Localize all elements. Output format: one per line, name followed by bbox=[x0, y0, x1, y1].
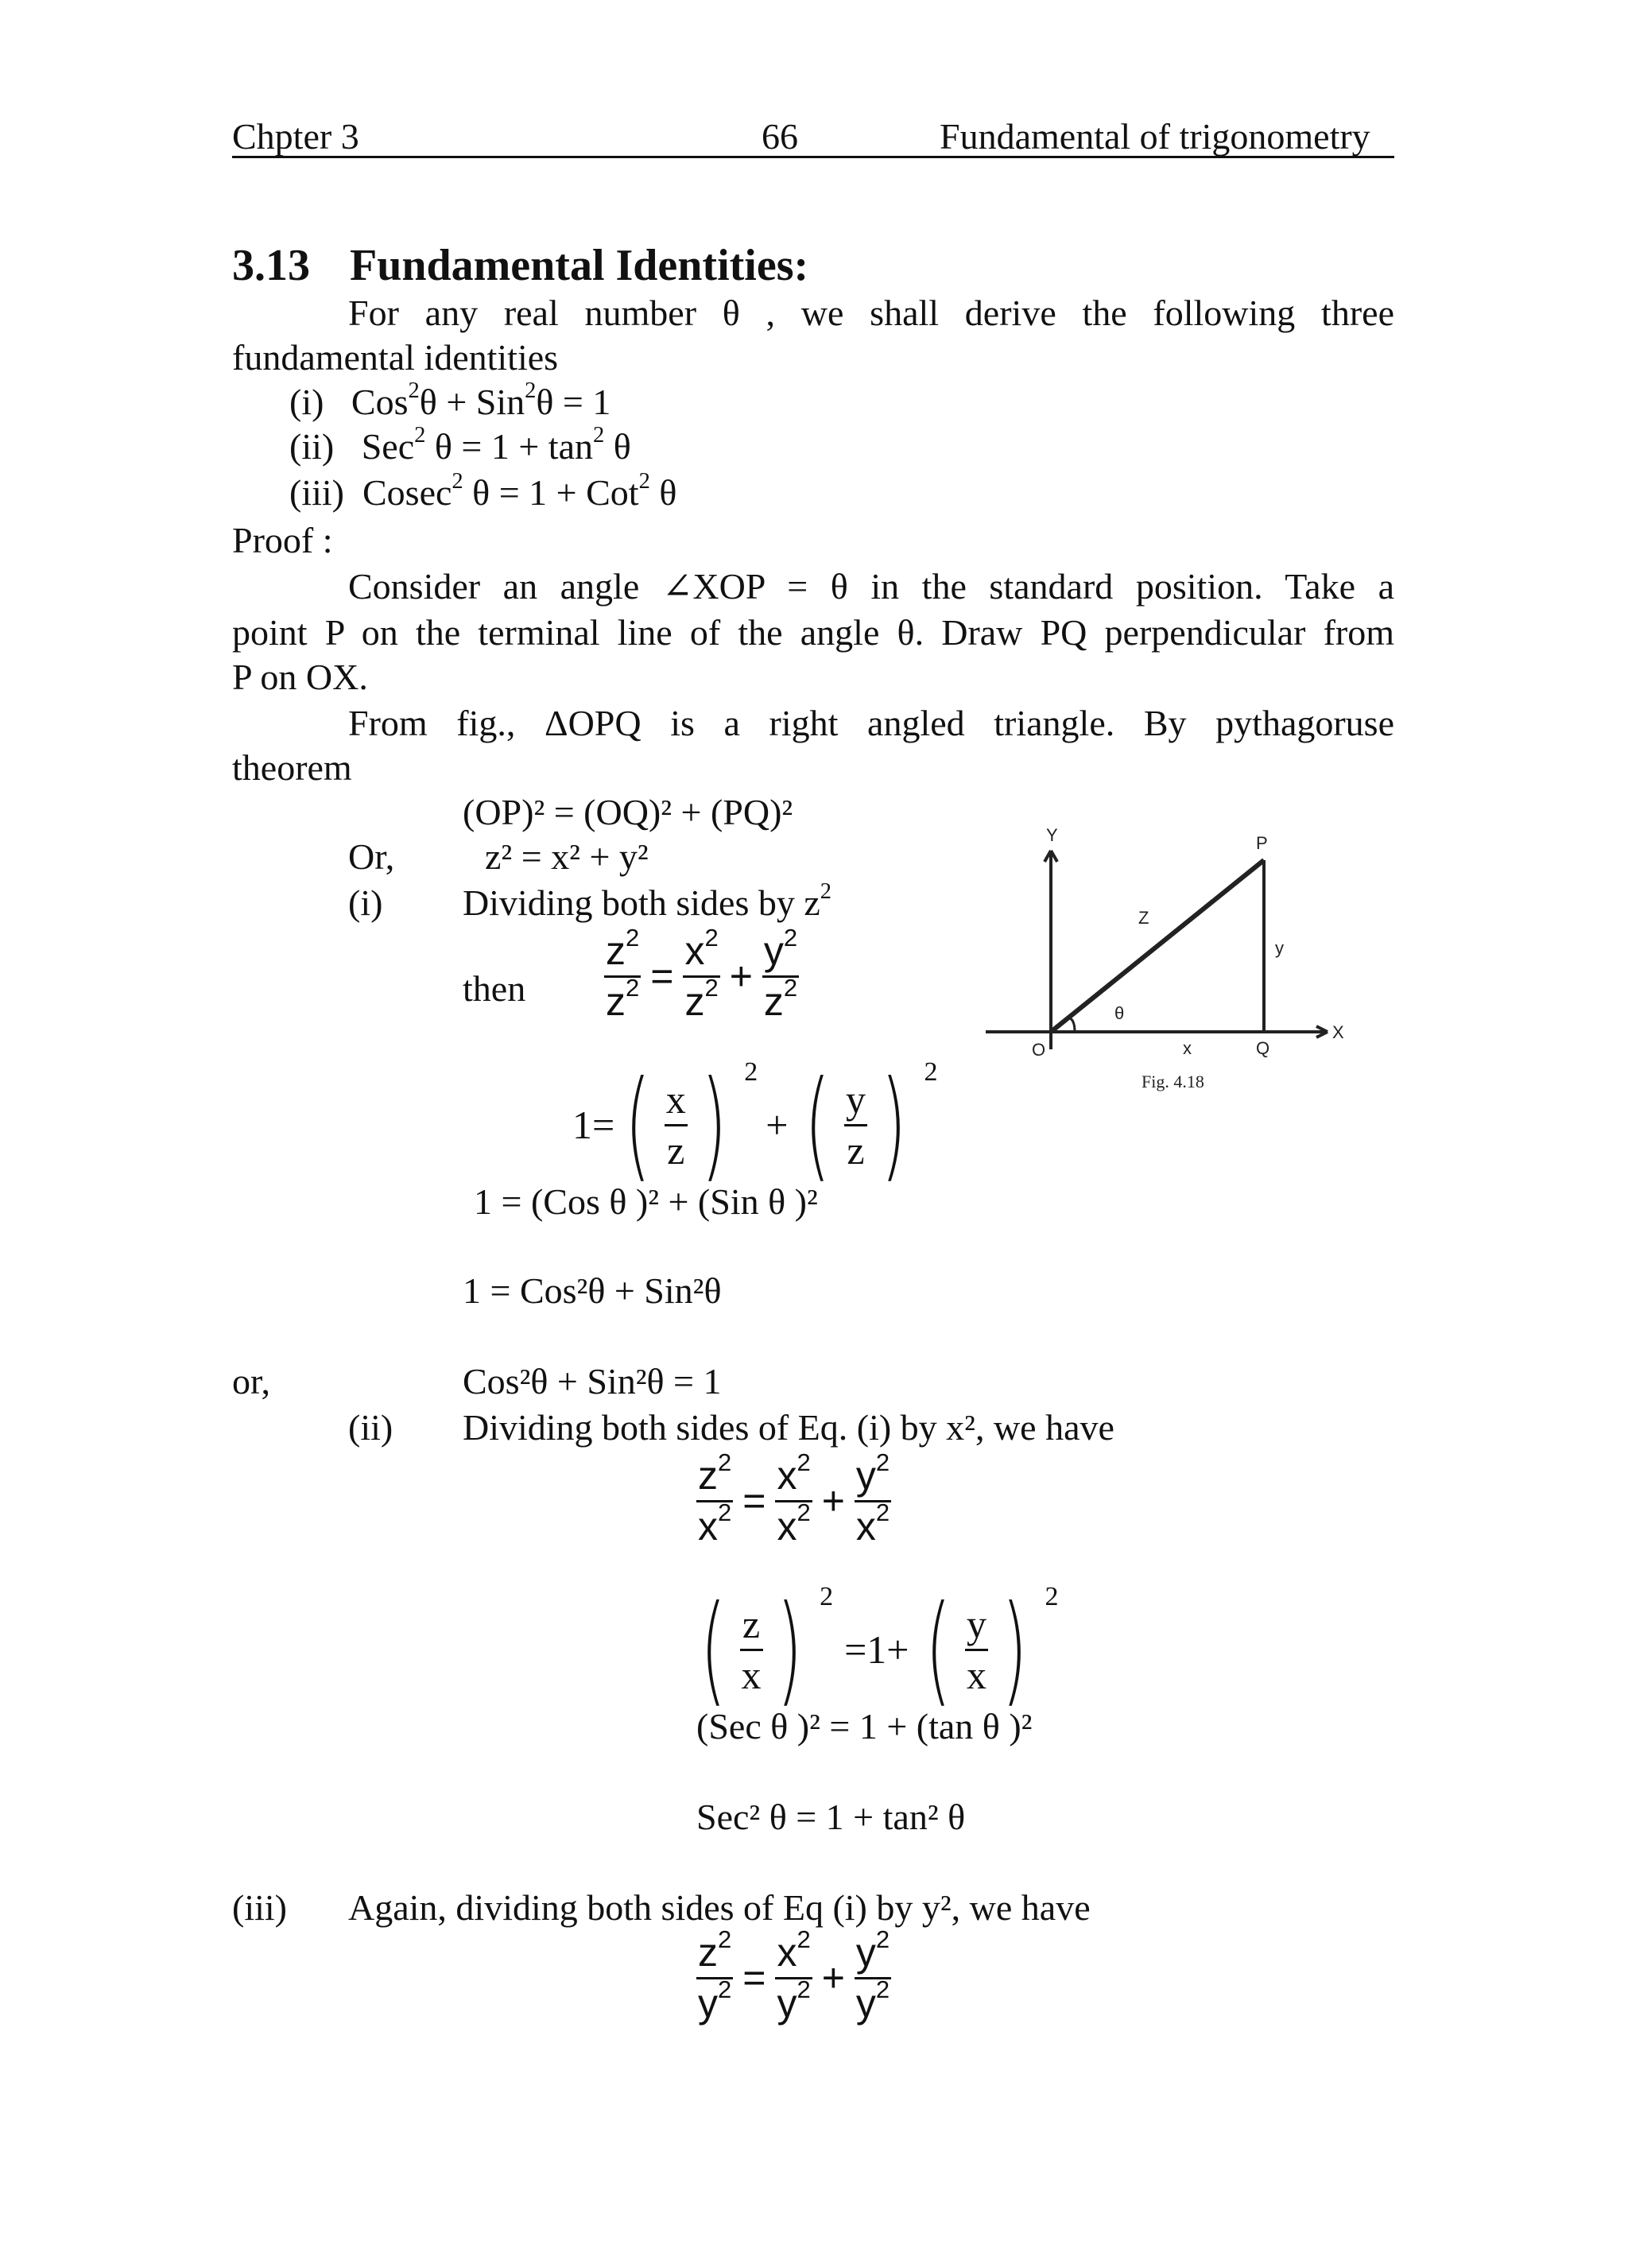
frac-den-exp: 2 bbox=[626, 974, 640, 1002]
plus-sign: + bbox=[821, 1956, 845, 2000]
frac-den-var: z bbox=[684, 979, 705, 1024]
step-i-text bbox=[463, 878, 832, 925]
frac-num: y bbox=[967, 1602, 986, 1646]
frac-den-var: y bbox=[777, 1980, 797, 2026]
frac-num-exp: 2 bbox=[797, 1448, 811, 1476]
frac-den-var: z bbox=[606, 979, 626, 1024]
fig-label-x-axis: X bbox=[1332, 1022, 1344, 1042]
frac-den: x bbox=[741, 1652, 762, 1697]
frac-den-exp: 2 bbox=[875, 1498, 890, 1527]
frac-num-var: x bbox=[777, 1453, 797, 1498]
identity-2 bbox=[289, 422, 631, 468]
frac-num-var: x bbox=[777, 1930, 797, 1975]
fig-label-x: x bbox=[1183, 1038, 1192, 1058]
proof-para-2-line-2: theorem bbox=[232, 747, 352, 788]
paren-equation-2 bbox=[690, 1580, 1059, 1719]
fig-label-z: Z bbox=[1138, 908, 1149, 928]
or-label-2: or, bbox=[232, 1361, 270, 1402]
frac-num-var: y bbox=[855, 1930, 876, 1975]
frac-num-exp: 2 bbox=[626, 923, 640, 952]
identity-3-exp-1: 2 bbox=[452, 468, 463, 494]
cos-sin-paren-equation: 1 = (Cos θ )² + (Sin θ )² bbox=[474, 1181, 818, 1222]
paren-equation-1 bbox=[572, 1056, 938, 1194]
frac-den-var: x bbox=[855, 1503, 876, 1549]
fraction-equation-3 bbox=[693, 1925, 894, 2026]
proof-para-2-line-1: From fig., ΔOPQ is a right angled triangle. By pythagoruse bbox=[348, 703, 1394, 743]
identity-1-exp-1: 2 bbox=[408, 378, 420, 403]
frac-num-exp: 2 bbox=[704, 923, 719, 952]
z-squared-equation: z² = x² + y² bbox=[485, 836, 649, 877]
identity-1-exp-2: 2 bbox=[525, 378, 537, 403]
equals-one-plus: =1+ bbox=[844, 1627, 909, 1672]
equals-sign: = bbox=[742, 1479, 766, 1523]
frac-den-var: x bbox=[777, 1503, 797, 1549]
equals-sign: = bbox=[650, 954, 674, 998]
fig-label-y-axis: Y bbox=[1046, 825, 1058, 845]
frac-num-var: y bbox=[855, 1453, 876, 1498]
plus-sign: + bbox=[729, 954, 753, 998]
proof-para-1-line-3: P on OX. bbox=[232, 657, 368, 697]
fig-label-q: Q bbox=[1256, 1038, 1270, 1058]
frac-num-exp: 2 bbox=[875, 1448, 890, 1476]
intro-line-2: fundamental identities bbox=[232, 337, 559, 378]
frac-num-var: x bbox=[684, 929, 705, 973]
header-rule bbox=[232, 156, 1394, 158]
frac-den-exp: 2 bbox=[718, 1975, 732, 2004]
frac-x2-over-x2 bbox=[775, 1448, 812, 1549]
identity-2-exp-2: 2 bbox=[593, 422, 605, 448]
frac-z2-over-x2 bbox=[696, 1448, 733, 1549]
frac-den-exp: 2 bbox=[797, 1975, 811, 2004]
frac-num: y bbox=[846, 1077, 866, 1122]
identity-2-label: (ii) bbox=[289, 426, 335, 467]
paren-exp: 2 bbox=[924, 1057, 938, 1087]
paren-x-over-z: ( $\frac{x}{z}$ ) 2 bbox=[625, 1056, 758, 1194]
sec-tan-squared-equation: Sec² θ = 1 + tan² θ bbox=[696, 1797, 966, 1837]
step-i-label: (i) bbox=[348, 882, 383, 923]
plus-sign: + bbox=[821, 1479, 845, 1523]
figure-caption: Fig. 4.18 bbox=[1142, 1072, 1204, 1091]
paren-exp: 2 bbox=[820, 1582, 834, 1611]
proof-para-1-line-1: Consider an angle ∠XOP = θ in the standard position. Take a bbox=[348, 566, 1394, 607]
equals-sign: = bbox=[742, 1956, 766, 2000]
step-i-exp: 2 bbox=[820, 878, 832, 904]
identity-3 bbox=[289, 468, 677, 514]
identity-1-part-c: θ = 1 bbox=[536, 382, 611, 422]
identity-one-result: Cos²θ + Sin²θ = 1 bbox=[463, 1361, 722, 1402]
step-iii-text: Again, dividing both sides of Eq (i) by y², we have bbox=[348, 1887, 1091, 1928]
fig-label-p: P bbox=[1256, 833, 1268, 853]
frac-den-var: y bbox=[855, 1980, 876, 2026]
proof-para-1-line-2: point P on the terminal line of the angle θ. Draw PQ perpendicular from bbox=[232, 612, 1394, 653]
cos-sin-squared-equation: 1 = Cos²θ + Sin²θ bbox=[463, 1270, 722, 1311]
frac-num-var: z bbox=[698, 1930, 718, 1975]
then-label: then bbox=[463, 968, 526, 1009]
step-iii-label: (iii) bbox=[232, 1887, 287, 1928]
frac-z2-over-y2 bbox=[696, 1925, 733, 2026]
frac-den-var: z bbox=[763, 979, 784, 1024]
sec-tan-paren-equation: (Sec θ )² = 1 + (tan θ )² bbox=[696, 1706, 1033, 1747]
frac-num-var: y bbox=[763, 929, 784, 973]
header-chapter: Chpter 3 bbox=[232, 116, 359, 157]
identity-2-part-c: θ bbox=[604, 426, 631, 467]
identity-3-part-c: θ bbox=[649, 472, 677, 513]
frac-num-exp: 2 bbox=[718, 1925, 732, 1953]
hypotenuse-line bbox=[1051, 860, 1264, 1032]
frac-y2-over-x2 bbox=[855, 1448, 891, 1549]
frac-num-var: z bbox=[698, 1453, 718, 1498]
header-page-number: 66 bbox=[762, 116, 798, 157]
frac-den-var: y bbox=[698, 1980, 718, 2026]
one-equals: 1= bbox=[572, 1103, 615, 1147]
identity-3-label: (iii) bbox=[289, 472, 344, 513]
identity-3-part-b: θ = 1 + Cot bbox=[463, 472, 639, 513]
fraction-equation-1 bbox=[601, 923, 802, 1024]
or-label-1: Or, bbox=[348, 836, 395, 877]
frac-num-exp: 2 bbox=[875, 1925, 890, 1953]
step-ii-text: Dividing both sides of Eq. (i) by x², we have bbox=[463, 1407, 1114, 1448]
frac-num-var: z bbox=[606, 929, 626, 973]
frac-den: z bbox=[667, 1127, 685, 1173]
fig-label-theta: θ bbox=[1114, 1003, 1125, 1023]
intro-line-1: For any real number θ , we shall derive the following three bbox=[348, 293, 1394, 333]
identity-1-label: (i) bbox=[289, 382, 324, 422]
triangle-figure bbox=[986, 819, 1351, 1105]
identity-1-part-a: Cos bbox=[351, 382, 409, 422]
frac-y2-over-z2 bbox=[762, 923, 799, 1024]
frac-den: x bbox=[967, 1652, 986, 1697]
fig-label-origin: O bbox=[1032, 1040, 1046, 1060]
frac-x2-over-z2 bbox=[683, 923, 719, 1024]
frac-den-var: x bbox=[698, 1503, 718, 1549]
frac-y2-over-y2 bbox=[855, 1925, 891, 2026]
frac-z2-over-z2 bbox=[604, 923, 641, 1024]
section-number: 3.13 bbox=[232, 241, 310, 290]
pythagoras-equation: (OP)² = (OQ)² + (PQ)² bbox=[463, 792, 793, 832]
paren-y-over-x: ( $\frac{y}{x}$ ) 2 bbox=[925, 1580, 1059, 1719]
header-title: Fundamental of trigonometry bbox=[940, 116, 1370, 157]
plus-sign: + bbox=[766, 1103, 789, 1147]
fig-label-y: y bbox=[1275, 938, 1284, 958]
frac-num: z bbox=[742, 1602, 761, 1646]
step-i-text-body: Dividing both sides by z bbox=[463, 882, 820, 923]
paren-y-over-z: ( $\frac{y}{z}$ ) 2 bbox=[804, 1056, 938, 1194]
identity-2-part-b: θ = 1 + tan bbox=[425, 426, 594, 467]
frac-num-exp: 2 bbox=[718, 1448, 732, 1476]
frac-den-exp: 2 bbox=[783, 974, 798, 1002]
step-ii-label: (ii) bbox=[348, 1407, 393, 1448]
identity-1-part-b: θ + Sin bbox=[419, 382, 525, 422]
frac-num: x bbox=[665, 1077, 686, 1122]
frac-num-exp: 2 bbox=[797, 1925, 811, 1953]
proof-label: Proof : bbox=[232, 520, 333, 560]
frac-den-exp: 2 bbox=[875, 1975, 890, 2004]
paren-exp: 2 bbox=[1045, 1582, 1059, 1611]
identity-2-part-a: Sec bbox=[361, 426, 415, 467]
paren-z-over-x: ( $\frac{z}{x}$ ) 2 bbox=[700, 1580, 834, 1719]
fraction-equation-2 bbox=[693, 1448, 894, 1549]
frac-den-exp: 2 bbox=[797, 1498, 811, 1527]
identity-3-exp-2: 2 bbox=[638, 468, 650, 494]
identity-2-exp-1: 2 bbox=[414, 422, 426, 448]
paren-exp: 2 bbox=[744, 1057, 758, 1087]
frac-den-exp: 2 bbox=[718, 1498, 732, 1527]
identity-3-part-a: Cosec bbox=[362, 472, 452, 513]
frac-den: z bbox=[847, 1127, 865, 1173]
frac-num-exp: 2 bbox=[783, 923, 798, 952]
section-title: Fundamental Identities: bbox=[350, 241, 809, 290]
frac-x2-over-y2 bbox=[775, 1925, 812, 2026]
frac-den-exp: 2 bbox=[704, 974, 719, 1002]
identity-1 bbox=[289, 378, 611, 424]
